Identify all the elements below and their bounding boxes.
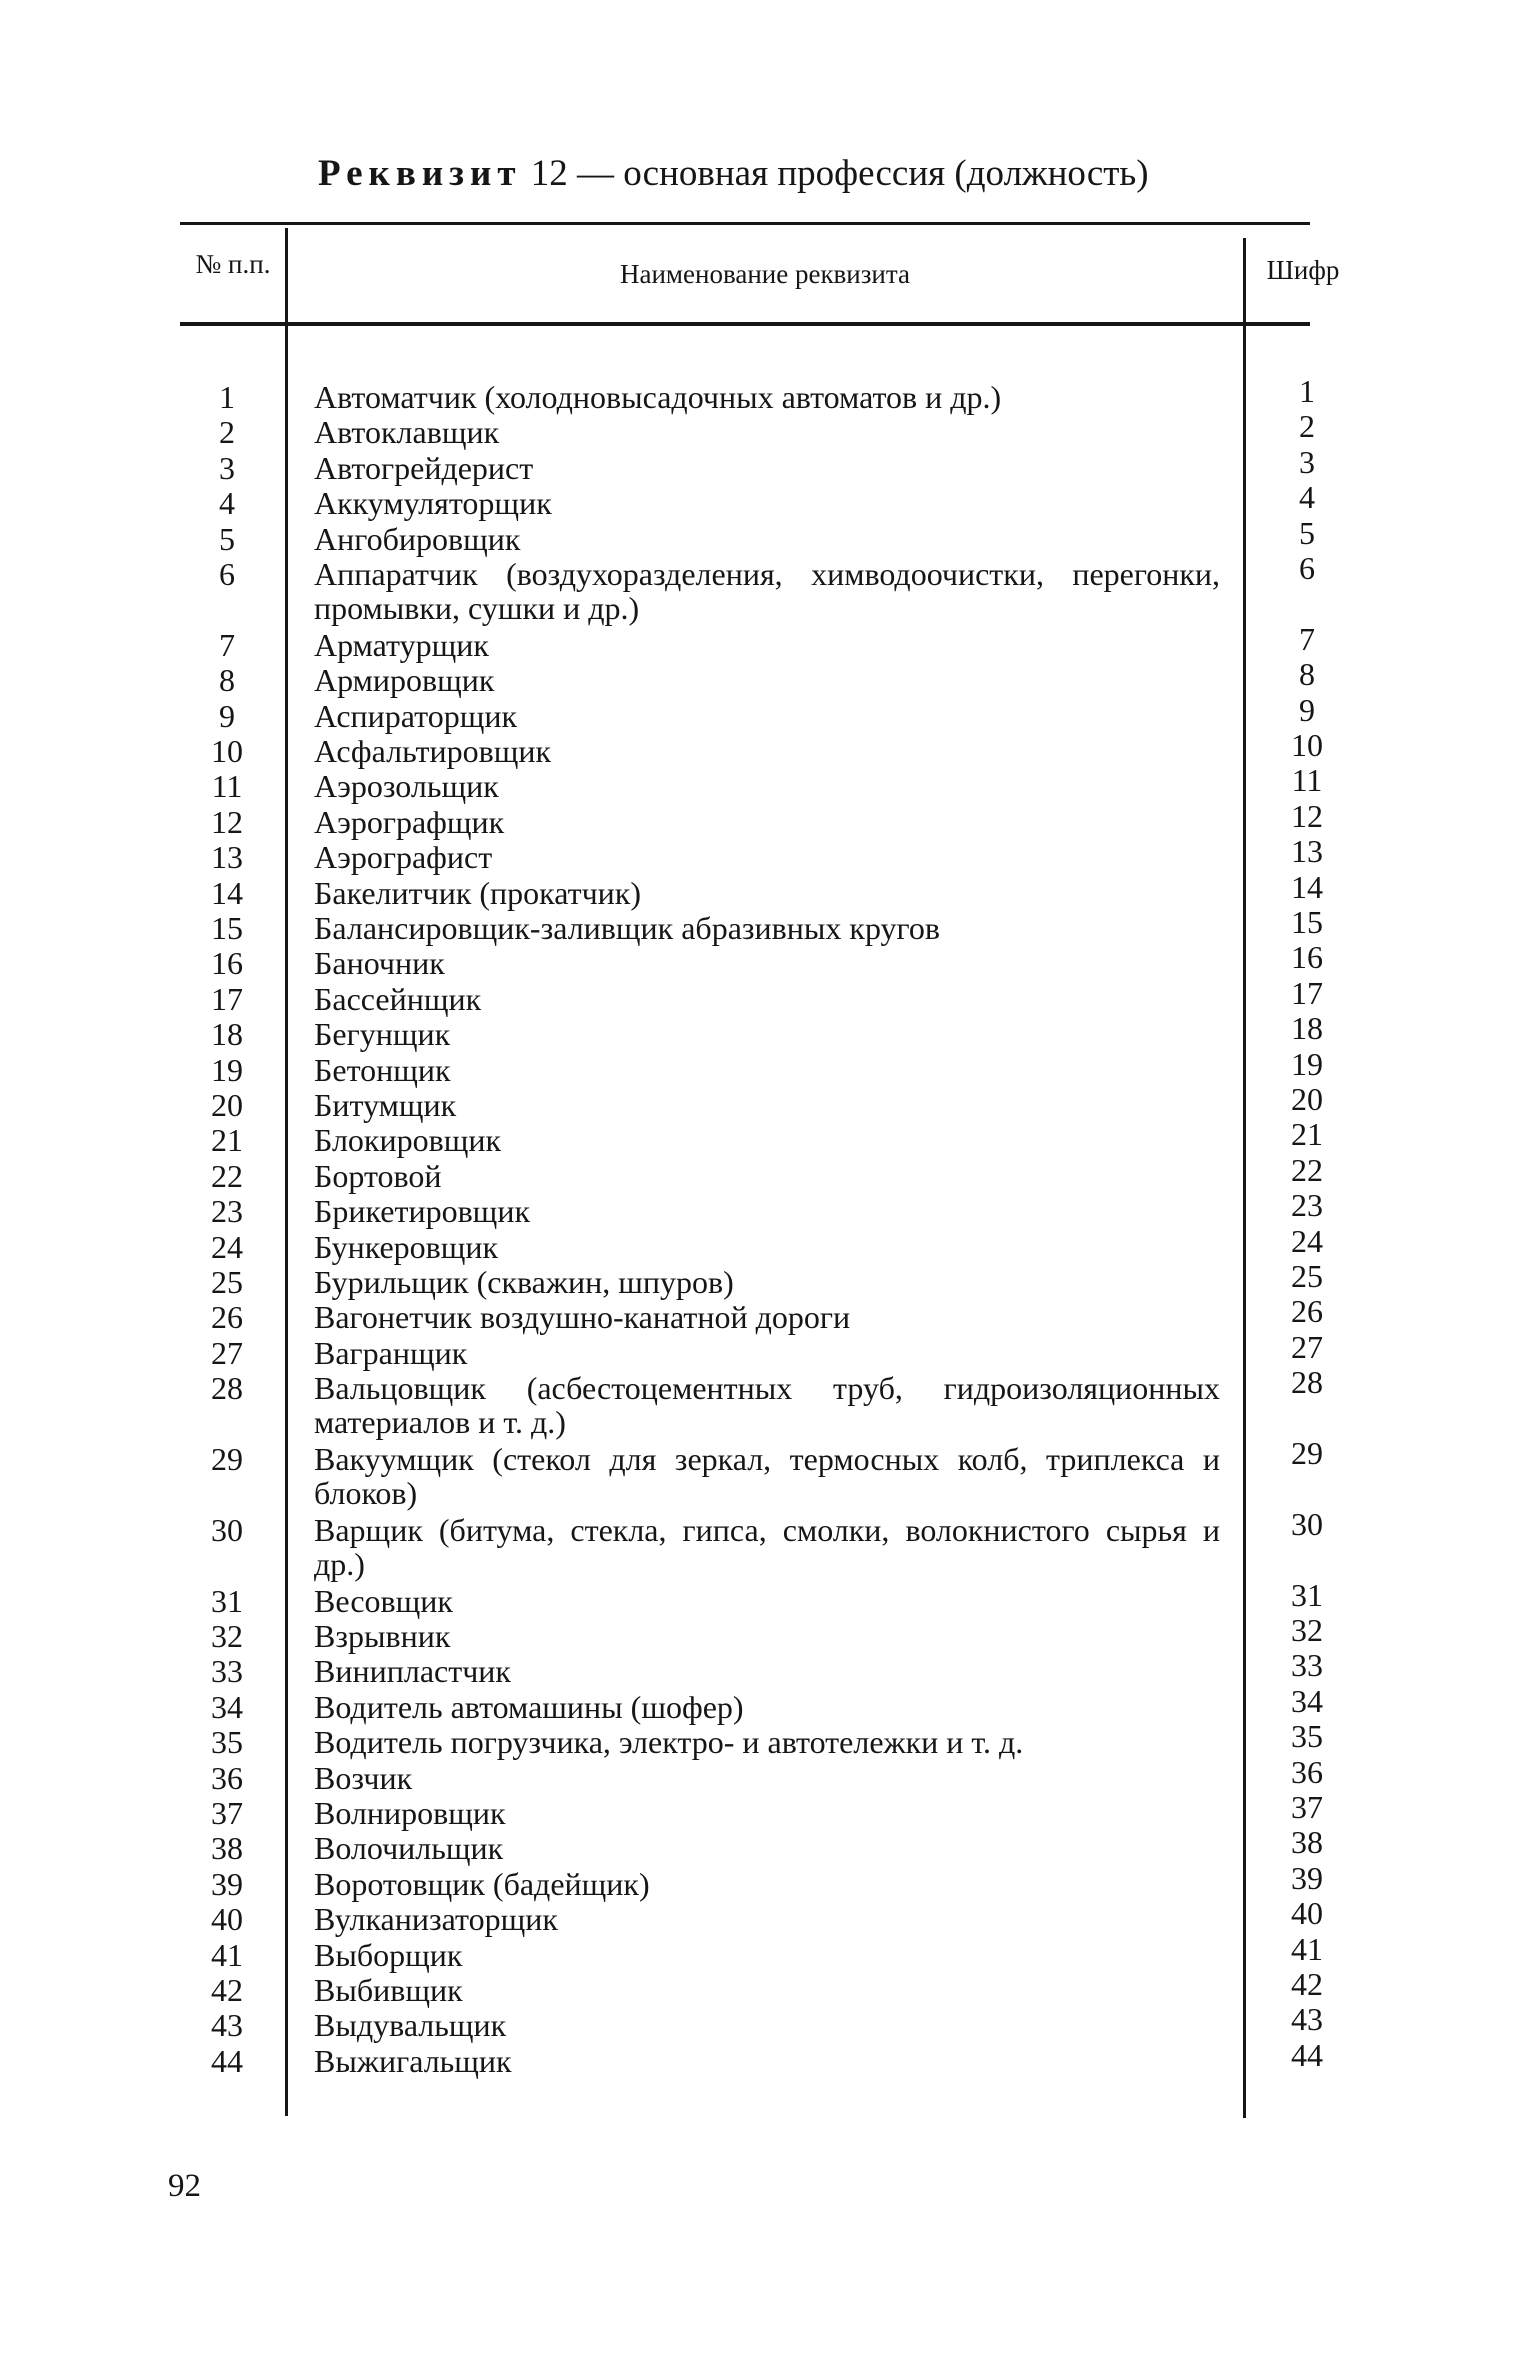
row-number: 36 [211,1759,243,1796]
header-number: № п.п. [195,249,271,279]
row-name: Вальцовщик (асбестоцементных труб, гидроизоляционных материалов и т. д.) [314,1370,1220,1441]
row-number: 5 [219,520,235,557]
row-code: 20 [1291,1081,1323,1117]
row-number: 33 [211,1653,243,1690]
row-code: 22 [1291,1151,1323,1188]
row-code: 18 [1291,1010,1323,1047]
row-name: Вагранщик [314,1334,468,1371]
row-number: 12 [211,803,243,840]
row-number: 21 [211,1122,243,1159]
row-name: Асфальтировщик [314,733,551,769]
row-code: 16 [1291,939,1323,976]
row-code: 32 [1291,1612,1323,1648]
row-number: 11 [211,768,243,805]
row-code: 39 [1291,1859,1323,1896]
row-name: Блокировщик [314,1122,502,1159]
row-name: Бурильщик (скважин, шпуров) [314,1264,734,1300]
row-code: 12 [1291,797,1323,834]
row-code: 33 [1291,1647,1323,1684]
row-name: Аэрографщик [314,803,505,840]
row-number: 19 [211,1051,243,1088]
row-name: Выжигальщик [314,2042,512,2079]
row-name: Вакуумщик (стекол для зеркал, термосных колб, триплекса и блоков) [314,1441,1220,1511]
row-number: 20 [211,1087,243,1123]
row-name: Взрывник [314,1618,451,1654]
row-number: 44 [211,2042,243,2079]
row-code: 31 [1291,1576,1323,1613]
row-number: 16 [211,945,243,982]
row-name: Волнировщик [314,1795,506,1831]
row-code: 34 [1291,1682,1323,1719]
row-name: Армировщик [314,662,495,699]
row-code: 41 [1291,1930,1323,1967]
row-code: 3 [1299,443,1315,480]
row-name: Бортовой [314,1157,442,1194]
row-name: Балансировщик-заливщик абразивных кругов [314,910,940,946]
row-name: Возчик [314,1759,413,1796]
column-divider-right [1243,238,1246,2118]
row-name: Баночник [314,945,445,982]
row-name: Автоматчик (холодновысадочных автоматов и др.) [314,379,1002,415]
row-number: 8 [219,662,235,699]
row-number: 27 [211,1334,243,1371]
row-name: Волочильщик [314,1830,504,1867]
header-name: Наименование реквизита [620,259,910,289]
row-code: 6 [1299,550,1315,586]
row-name: Водитель погрузчика, электро- и автотележки и т. д. [314,1724,1024,1761]
row-code: 40 [1291,1895,1323,1932]
row-name: Бункеровщик [314,1228,499,1265]
row-name: Бетонщик [314,1051,451,1088]
row-name: Аспираторщик [314,697,518,734]
row-code: 4 [1299,479,1315,516]
row-name: Ангобировщик [314,520,521,557]
page-number: 92 [168,2168,201,2204]
row-number: 30 [211,1511,243,1548]
row-number: 42 [211,1972,243,2008]
row-name: Аэрографист [314,839,493,876]
row-code: 24 [1291,1222,1323,1259]
row-code: 35 [1291,1718,1323,1755]
row-code: 7 [1299,620,1315,657]
row-code: 17 [1291,974,1323,1011]
row-code: 44 [1291,2036,1323,2073]
row-code: 2 [1299,408,1315,445]
row-number: 41 [211,1936,243,1973]
row-code: 5 [1299,514,1315,551]
row-code: 10 [1291,727,1323,763]
row-name: Весовщик [314,1582,453,1619]
row-name: Аэрозольщик [314,768,499,805]
row-name: Винипластчик [314,1653,511,1690]
row-code: 28 [1291,1364,1323,1401]
row-name: Вулканизаторщик [314,1901,558,1938]
row-number: 38 [211,1830,243,1867]
row-code: 13 [1291,833,1323,870]
row-code: 38 [1291,1824,1323,1861]
row-name: Автогрейдерист [314,449,534,486]
row-code: 21 [1291,1116,1323,1153]
row-name: Аппаратчик (воздухоразделения, химводоочистки, перегонки, промывки, сушки и др.) [314,556,1220,626]
row-number: 1 [219,379,235,415]
row-number: 32 [211,1618,243,1654]
row-name: Автоклавщик [314,414,500,451]
page-title [318,150,1278,198]
row-number: 10 [211,733,243,769]
row-number: 34 [211,1688,243,1725]
row-number: 22 [211,1157,243,1194]
row-code: 19 [1291,1045,1323,1082]
row-number: 23 [211,1193,243,1230]
row-number: 9 [219,697,235,734]
row-code: 43 [1291,2001,1323,2038]
row-name: Битумщик [314,1087,457,1123]
row-number: 28 [211,1370,243,1407]
row-number: 15 [211,910,243,946]
row-number: 24 [211,1228,243,1265]
row-name: Выборщик [314,1936,463,1973]
row-name: Арматурщик [314,626,489,663]
row-number: 2 [219,414,235,451]
row-number: 29 [211,1441,243,1477]
row-number: 25 [211,1264,243,1300]
row-name: Бассейнщик [314,980,482,1017]
row-code: 29 [1291,1435,1323,1471]
row-code: 11 [1291,762,1323,799]
row-code: 37 [1291,1789,1323,1825]
row-number: 35 [211,1724,243,1761]
title-rest: 12 — основная профессия (должность) [530,153,1149,194]
row-code: 15 [1291,904,1323,940]
row-number: 4 [219,485,235,522]
row-name: Бегунщик [314,1016,451,1053]
header-code: Шифр [1266,255,1340,285]
row-name: Аккумуляторщик [314,485,552,522]
row-name: Выбивщик [314,1972,463,2008]
table-top-rule [180,222,1310,225]
row-number: 7 [219,626,235,663]
row-code: 1 [1299,373,1315,409]
row-code: 42 [1291,1966,1323,2002]
row-name: Брикетировщик [314,1193,530,1230]
row-name: Варщик (битума, стекла, гипса, смолки, волокнистого сырья и др.) [314,1511,1220,1582]
row-number: 40 [211,1901,243,1938]
row-code: 26 [1291,1293,1323,1330]
row-code: 14 [1291,868,1323,905]
row-number: 37 [211,1795,243,1831]
row-number: 13 [211,839,243,876]
row-number: 14 [211,874,243,911]
row-code: 25 [1291,1258,1323,1294]
row-number: 18 [211,1016,243,1053]
row-code: 36 [1291,1753,1323,1790]
row-number: 26 [211,1299,243,1336]
row-name: Водитель автомашины (шофер) [314,1688,744,1725]
table-header-rule [180,322,1310,326]
row-code: 8 [1299,656,1315,693]
row-name: Выдувальщик [314,2007,507,2044]
row-name: Бакелитчик (прокатчик) [314,874,641,911]
row-name: Вагонетчик воздушно-канатной дороги [314,1299,851,1336]
row-number: 39 [211,1865,243,1902]
row-name: Воротовщик (бадейщик) [314,1865,650,1902]
row-code: 9 [1299,691,1315,728]
row-code: 27 [1291,1328,1323,1365]
row-number: 3 [219,449,235,486]
row-number: 43 [211,2007,243,2044]
row-code: 23 [1291,1187,1323,1224]
row-number: 6 [219,556,235,592]
row-code: 30 [1291,1505,1323,1542]
column-divider-left [285,228,288,2116]
row-number: 31 [211,1582,243,1619]
row-number: 17 [211,980,243,1017]
title-lead: Реквизит [318,153,522,194]
